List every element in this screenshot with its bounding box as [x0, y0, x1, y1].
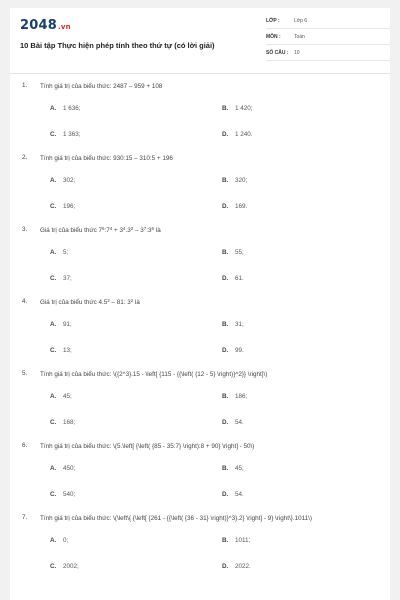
exponent: 2: [130, 226, 134, 231]
answer-option[interactable]: [50, 105, 81, 112]
meta-label: LỚP :: [266, 18, 280, 24]
meta-value: Lớp 6: [294, 18, 308, 24]
question-number: 7.: [22, 514, 28, 521]
answer-option[interactable]: [50, 203, 75, 210]
option-value: 169.: [235, 203, 248, 210]
question-number: 5.: [22, 370, 28, 377]
option-letter: D.: [222, 275, 229, 282]
option-letter: D.: [222, 419, 229, 426]
answer-option[interactable]: [50, 275, 72, 282]
answer-option[interactable]: [222, 491, 244, 498]
option-value: 5;: [63, 249, 69, 256]
question-text-segment: :7: [104, 227, 110, 234]
option-value: 302;: [63, 177, 76, 184]
option-letter: B.: [222, 465, 229, 472]
meta-value: Toán: [294, 34, 305, 40]
document-meta: [266, 15, 390, 63]
question-text: [40, 370, 380, 380]
exponent: 2: [107, 298, 110, 303]
header-divider: [10, 73, 390, 74]
logo-main: 2048: [20, 18, 57, 33]
option-letter: A.: [50, 105, 57, 112]
option-value: 37;: [63, 275, 72, 282]
answer-option[interactable]: [50, 563, 79, 570]
option-letter: D.: [222, 347, 229, 354]
option-letter: B.: [222, 249, 229, 256]
option-letter: A.: [50, 393, 57, 400]
option-letter: A.: [50, 537, 57, 544]
answer-option[interactable]: [50, 347, 72, 354]
question-text-segment: Tính giá trị của biểu thức: 930:15 – 310:5 + 196: [40, 155, 173, 162]
answer-option[interactable]: [222, 177, 247, 184]
question-text-segment: + 3: [112, 227, 123, 234]
question-text-segment: :3: [146, 227, 152, 234]
answer-option[interactable]: [50, 131, 81, 138]
option-letter: D.: [222, 203, 229, 210]
option-letter: C.: [50, 419, 57, 426]
exponent: 4: [109, 226, 113, 231]
document-page: [10, 8, 390, 600]
option-letter: A.: [50, 249, 57, 256]
option-value: 168;: [63, 419, 76, 426]
option-letter: A.: [50, 321, 57, 328]
answer-option[interactable]: [222, 563, 251, 570]
meta-label: SỐ CÂU :: [266, 50, 289, 56]
meta-row-class: [266, 15, 390, 29]
question-text: [40, 298, 380, 308]
option-value: 196;: [63, 203, 76, 210]
meta-row-subject: [266, 31, 390, 45]
answer-option[interactable]: [222, 131, 253, 138]
option-value: 2022.: [235, 563, 251, 570]
exponent: 4: [122, 226, 126, 231]
question-number: 4.: [22, 298, 28, 305]
answer-option[interactable]: [222, 249, 244, 256]
option-letter: A.: [50, 177, 57, 184]
document-header: [20, 15, 380, 75]
question-text-segment: là: [133, 299, 140, 306]
question-text-segment: Giá trị của biểu thức 4.5: [40, 299, 108, 306]
option-letter: C.: [50, 563, 57, 570]
option-value: 320;: [235, 177, 248, 184]
option-letter: B.: [222, 393, 229, 400]
option-letter: B.: [222, 177, 229, 184]
option-letter: C.: [50, 203, 57, 210]
exponent: 2: [130, 298, 134, 303]
option-value: 0;: [63, 537, 69, 544]
answer-option[interactable]: [50, 249, 68, 256]
answer-option[interactable]: [50, 321, 72, 328]
option-value: 61.: [235, 275, 244, 282]
option-value: 186;: [235, 393, 248, 400]
option-letter: D.: [222, 491, 229, 498]
question-text-segment: là: [154, 227, 161, 234]
question-text-segment: Tính giá trị của biểu thức: \(\left\{ {\left[ {261 - {{\left( {36 - 31} \right)}^3}.2} \right] - 9} \right\}.1011\): [40, 515, 313, 522]
question-text-segment: Giá trị của biểu thức 7: [40, 227, 102, 234]
question-text-segment: Tính giá trị của biểu thức: \({2^3}.15 - \left[ {115 - {{\left( {12 - 5} \right)}^2}} \right]\): [40, 371, 268, 378]
exponent: 7: [143, 226, 147, 231]
exponent: 6: [101, 226, 105, 231]
option-value: 45;: [235, 465, 244, 472]
question-text: [40, 154, 380, 164]
option-letter: D.: [222, 131, 229, 138]
exponent: 6: [151, 226, 155, 231]
answer-option[interactable]: [50, 419, 75, 426]
option-value: 2002;: [63, 563, 79, 570]
answer-option[interactable]: [50, 177, 75, 184]
question-text-segment: Tính giá trị của biểu thức: \(5.\left[ {\left( {85 - 35:7} \right):8 + 90} \right] - 50\): [40, 443, 255, 450]
option-value: 99.: [235, 347, 244, 354]
page-title: 10 Bài tập Thực hiện phép tính theo thứ tự (có lời giải): [20, 41, 215, 50]
question-number: 2.: [22, 154, 28, 161]
answer-option[interactable]: [222, 105, 253, 112]
option-letter: C.: [50, 347, 57, 354]
question-text-segment: – 3: [133, 227, 144, 234]
question-text: [40, 82, 380, 92]
option-letter: B.: [222, 105, 229, 112]
answer-option[interactable]: [50, 537, 68, 544]
option-value: 13;: [63, 347, 72, 354]
question-text-segment: .3: [125, 227, 131, 234]
logo-suffix: .vn: [57, 23, 71, 31]
meta-label: MÔN :: [266, 34, 281, 40]
answer-option[interactable]: [222, 465, 244, 472]
question-text: [40, 226, 380, 236]
answer-option[interactable]: [222, 419, 244, 426]
meta-row-count: [266, 47, 390, 61]
answer-option[interactable]: [50, 393, 72, 400]
option-value: 1 636;: [63, 105, 81, 112]
answer-option[interactable]: [222, 203, 247, 210]
question-text: [40, 514, 380, 524]
option-value: 54.: [235, 419, 244, 426]
option-value: 1 363;: [63, 131, 81, 138]
option-letter: B.: [222, 537, 229, 544]
option-value: 1 420;: [235, 105, 253, 112]
answer-option[interactable]: [222, 275, 244, 282]
option-value: 55;: [235, 249, 244, 256]
answer-option[interactable]: [222, 347, 244, 354]
question-text-segment: Tính giá trị của biểu thức: 2487 – 959 + 108: [40, 83, 163, 90]
option-value: 54.: [235, 491, 244, 498]
answer-option[interactable]: [222, 393, 247, 400]
question-text-segment: – 81: 3: [109, 299, 131, 306]
question-number: 1.: [22, 82, 28, 89]
option-value: 45;: [63, 393, 72, 400]
option-letter: A.: [50, 465, 57, 472]
answer-option[interactable]: [222, 537, 250, 544]
question-number: 3.: [22, 226, 28, 233]
option-value: 91;: [63, 321, 72, 328]
option-value: 1 240.: [235, 131, 253, 138]
answer-option[interactable]: [50, 491, 75, 498]
site-logo[interactable]: [20, 18, 71, 33]
answer-option[interactable]: [50, 465, 75, 472]
option-value: 31;: [235, 321, 244, 328]
option-letter: D.: [222, 563, 229, 570]
question-number: 6.: [22, 442, 28, 449]
question-text: [40, 442, 380, 452]
answer-option[interactable]: [222, 321, 244, 328]
option-value: 450;: [63, 465, 76, 472]
option-value: 1011;: [235, 537, 251, 544]
option-value: 540;: [63, 491, 76, 498]
meta-value: 10: [294, 50, 300, 56]
option-letter: C.: [50, 491, 57, 498]
option-letter: B.: [222, 321, 229, 328]
option-letter: C.: [50, 275, 57, 282]
option-letter: C.: [50, 131, 57, 138]
